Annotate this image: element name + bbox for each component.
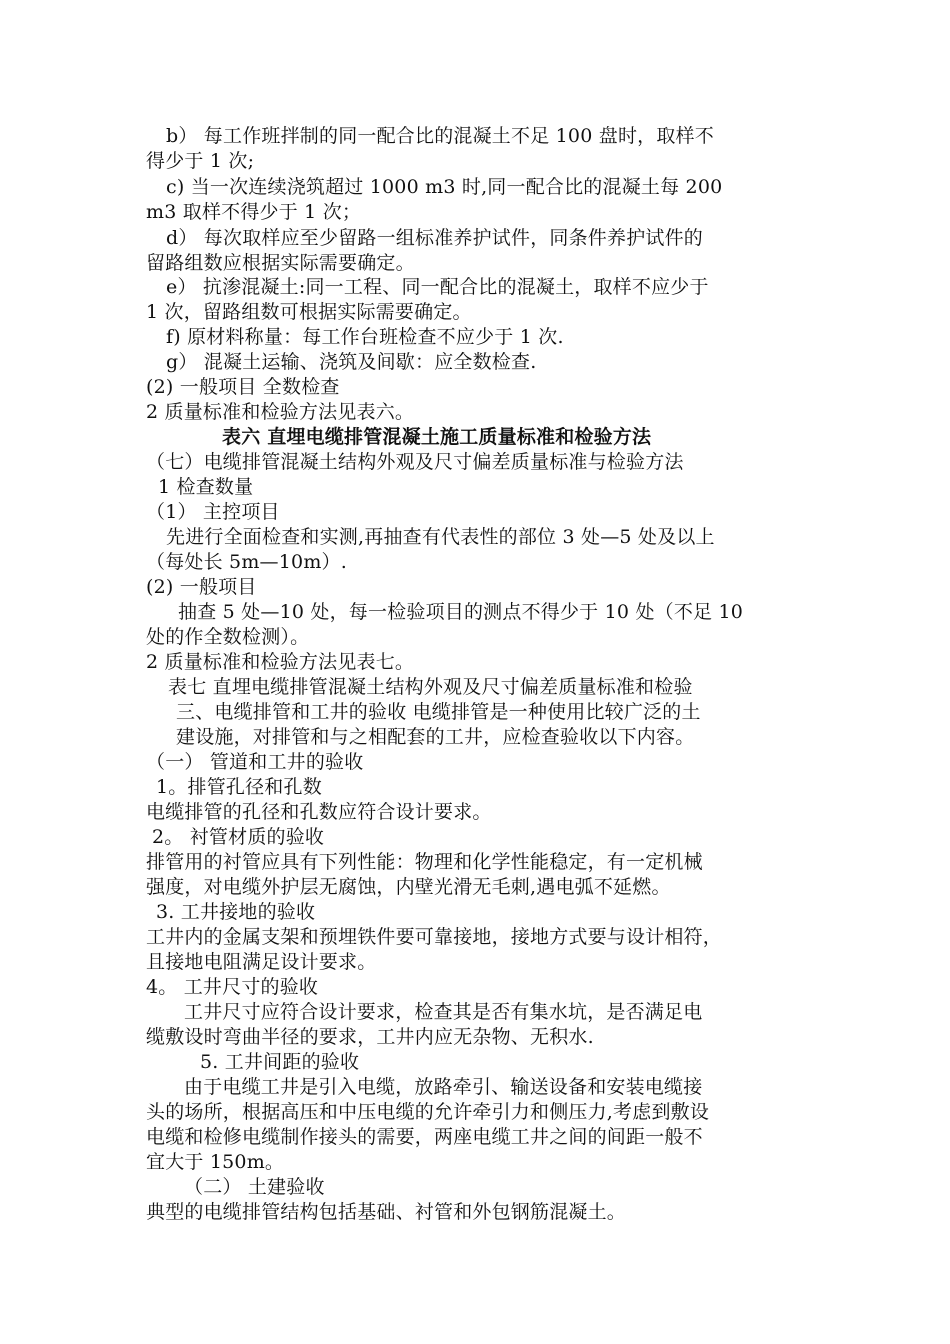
text-line: 强度，对电缆外护层无腐蚀，内壁光滑无毛刺,遇电弧不延燃。 (146, 876, 671, 898)
text-line: 抽查 5 处—10 处，每一检验项目的测点不得少于 10 处（不足 10 (178, 601, 744, 623)
text-line: 排管用的衬管应具有下列性能：物理和化学性能稳定，有一定机械 (146, 851, 703, 873)
text-line: f) 原材料称量：每工作台班检查不应少于 1 次. (166, 326, 564, 348)
text-line: 3. 工井接地的验收 (156, 901, 316, 923)
text-line: 2 质量标准和检验方法见表六。 (146, 401, 415, 423)
text-line: 5. 工井间距的验收 (200, 1051, 360, 1073)
text-line: 头的场所，根据高压和中压电缆的允许牵引力和侧压力,考虑到敷设 (146, 1101, 710, 1123)
text-line: 1 检查数量 (158, 476, 254, 498)
table-caption: 表六 直埋电缆排管混凝土施工质量标准和检验方法 (222, 426, 652, 448)
text-line: c) 当一次连续浇筑超过 1000 m3 时,同一配合比的混凝土每 200 (166, 176, 723, 198)
text-line: 处的作全数检测）。 (146, 626, 310, 648)
text-line: 留路组数应根据实际需要确定。 (146, 252, 415, 274)
text-line: （一） 管道和工井的验收 (146, 751, 364, 773)
text-line: g） 混凝土运输、浇筑及间歇：应全数检查. (166, 351, 537, 373)
text-line: e） 抗渗混凝土:同一工程、同一配合比的混凝土，取样不应少于 (166, 276, 709, 298)
text-line: 缆敷设时弯曲半径的要求，工井内应无杂物、无积水. (146, 1026, 594, 1048)
text-line: m3 取样不得少于 1 次； (146, 201, 362, 223)
table-caption: 表七 直埋电缆排管混凝土结构外观及尺寸偏差质量标准和检验 (168, 676, 693, 698)
text-line: 电缆和检修电缆制作接头的需要，两座电缆工井之间的间距一般不 (146, 1126, 703, 1148)
text-line: b） 每工作班拌制的同一配合比的混凝土不足 100 盘时，取样不 (166, 125, 714, 147)
text-line: 4。 工井尺寸的验收 (146, 976, 319, 998)
text-line: 典型的电缆排管结构包括基础、衬管和外包钢筋混凝土。 (146, 1201, 627, 1223)
text-line: （每处长 5m—10m）. (146, 551, 347, 573)
section-heading: （七）电缆排管混凝土结构外观及尺寸偏差质量标准与检验方法 (146, 451, 684, 473)
text-line: 工井尺寸应符合设计要求，检查其是否有集水坑，是否满足电 (184, 1001, 703, 1023)
text-line: 电缆排管的孔径和孔数应符合设计要求。 (146, 801, 492, 823)
text-line: 得少于 1 次; (146, 150, 255, 172)
text-line: 建设施，对排管和与之相配套的工井，应检查验收以下内容。 (176, 726, 695, 748)
section-heading: 三、电缆排管和工井的验收 电缆排管是一种使用比较广泛的土 (176, 701, 701, 723)
text-line: （1） 主控项目 (146, 501, 280, 523)
text-line: (2) 一般项目 (146, 576, 257, 598)
text-line: 且接地电阻满足设计要求。 (146, 951, 377, 973)
text-line: 1 次，留路组数可根据实际需要确定。 (146, 301, 472, 323)
text-line: 宜大于 150m。 (146, 1151, 285, 1173)
section-heading: （二） 土建验收 (184, 1176, 325, 1198)
text-line: 1。排管孔径和孔数 (156, 776, 322, 798)
text-line: 2。 衬管材质的验收 (152, 826, 325, 848)
text-line: 由于电缆工井是引入电缆，放路牵引、输送设备和安装电缆接 (184, 1076, 703, 1098)
text-line: 先进行全面检查和实测,再抽查有代表性的部位 3 处—5 处及以上 (166, 526, 715, 548)
text-line: (2) 一般项目 全数检查 (146, 376, 340, 398)
text-line: 2 质量标准和检验方法见表七。 (146, 651, 415, 673)
text-line: 工井内的金属支架和预埋铁件要可靠接地，接地方式要与设计相符， (146, 926, 723, 948)
text-line: d） 每次取样应至少留路一组标准养护试件，同条件养护试件的 (166, 227, 704, 249)
